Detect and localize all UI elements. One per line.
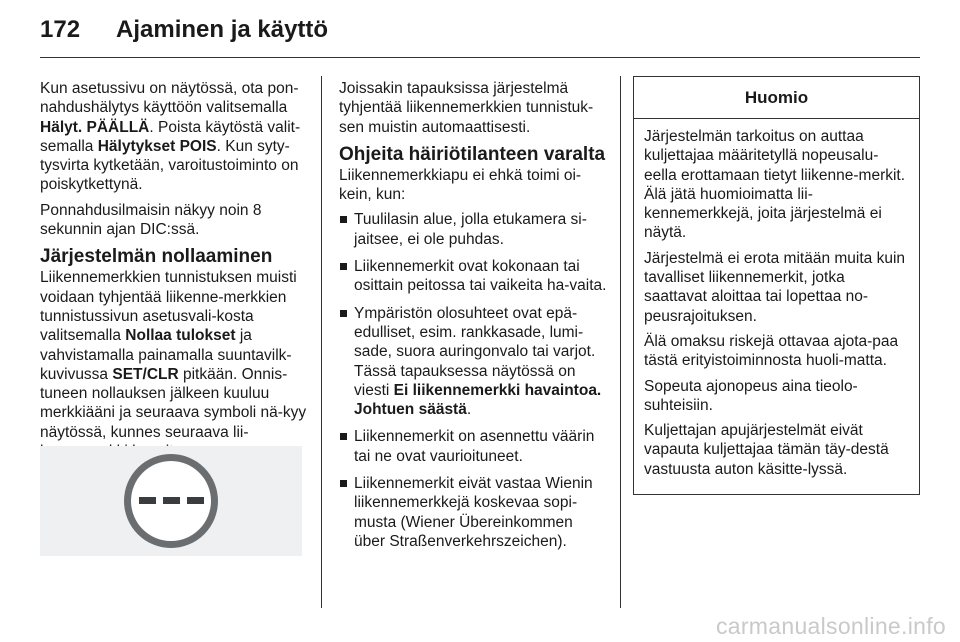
caution-box	[633, 76, 920, 495]
caution-body	[634, 119, 919, 479]
set-clr-button-label: SET/CLR	[112, 365, 179, 383]
caution-paragraph: Älä omaksu riskejä ottavaa ajota-paa tästä erityistoiminnosta huoli-matta.	[644, 332, 899, 370]
list-item	[339, 304, 607, 420]
no-traffic-sign-detected-icon	[40, 446, 302, 556]
list-item: Liikennemerkit ovat kokonaan tai osittain peitossa tai vaikeita ha-vaita.	[339, 257, 607, 296]
menu-option-alerts-off: Hälytykset POIS	[97, 137, 217, 155]
column-middle	[339, 79, 607, 559]
fault-intro-paragraph: Liikennemerkkiapu ei ehkä toimi oi-kein, kun:	[339, 166, 582, 204]
text-run: .	[466, 401, 472, 419]
text-run: Liikennemerkkien tunnistuksen muisti voidaan tyhjentää liikenne-merkkien tunnistussivun asetusvali-kosta valitsemalla	[40, 269, 297, 345]
section-heading-reset: Järjestelmän nollaaminen	[40, 246, 273, 268]
chapter-title: Ajaminen ja käyttö	[116, 16, 329, 43]
caution-paragraph: Järjestelmä ei erota mitään muita kuin tavalliset liikennemerkit, jotka saattavat aloittaa tai lopettaa no-peusrajoituksen.	[644, 249, 906, 325]
watermark: carmanualsonline.info	[715, 613, 946, 639]
header-rule	[40, 57, 920, 58]
text-run: Ympäristön olosuhteet ovat epä-edulliset, esim. rankkasade, lumi-sade, suora auringonvalo tai varjot. Tässä tapauksessa näytössä on viesti	[354, 304, 596, 399]
list-item: Tuulilasin alue, jolla etukamera si-jaitsee, ei ole puhdas.	[339, 210, 607, 249]
text-run: . Kun syty-tysvirta kytketään, varoitustoiminto on poiskytkettynä.	[40, 137, 299, 194]
section-heading-troubleshooting: Ohjeita häiriötilanteen varalta	[339, 143, 606, 165]
menu-option-reset-results: Nollaa tulokset	[125, 327, 236, 345]
popup-duration-paragraph: Ponnahdusilmaisin näkyy noin 8 sekunnin ajan DIC:ssä.	[40, 201, 262, 239]
column-divider	[321, 76, 322, 608]
page-number: 172	[40, 16, 81, 43]
page-header	[40, 16, 920, 56]
text-run: . Poista käytöstä valit-semalla	[40, 118, 301, 155]
column-divider	[620, 76, 621, 608]
caution-paragraph: Sopeuta ajonopeus aina tieolo-suhteisiin.	[644, 377, 858, 414]
text-run: ja vahvistamalla painamalla suuntavilk-kuvivussa	[40, 327, 292, 383]
text-run: Kun asetussivu on näytössä, ota pon-nahdushälytys käyttöön valitsemalla	[40, 80, 299, 117]
list-item: Liikennemerkit on asennettu väärin tai ne ovat vaurioituneet.	[339, 427, 607, 466]
fault-conditions-list	[339, 210, 607, 551]
column-left	[40, 79, 308, 467]
menu-option-alerts-on: Hälyt. PÄÄLLÄ	[40, 118, 150, 136]
alert-settings-paragraph	[40, 79, 308, 195]
illustration-panel	[40, 446, 302, 556]
caution-title: Huomio	[634, 77, 919, 119]
list-item: Liikennemerkit eivät vastaa Wienin liikennemerkkejä koskevaa sopi-musta (Wiener Übereinkommen über Straßenverkehrszeichen).	[339, 474, 607, 551]
auto-clear-paragraph: Joissakin tapauksissa järjestelmä tyhjentää liikennemerkkien tunnistuk-sen muistin automaattisesti.	[339, 80, 594, 136]
caution-paragraph: Kuljettajan apujärjestelmät eivät vapauta kuljettajaa tämän täy-destä vastuusta auton käsitte-lyssä.	[644, 422, 889, 478]
caution-paragraph: Järjestelmän tarkoitus on auttaa kuljettajaa määritetyllä nopeusalu-eella erottamaan tietyt liikenne-merkit. Älä jätä huomioimatta lii-kennemerkkejä, joita järjestelmä ei näytä.	[644, 128, 906, 242]
reset-paragraph	[40, 268, 308, 461]
text-run: pitkään. Onnis-tuneen nollauksen jälkeen kuuluu merkkiääni ja seuraava symboli nä-kyy näytössä, kunnes seuraava lii-	[40, 365, 307, 441]
display-message: Ei liikennemerkki havaintoa. Johtuen säästä	[354, 381, 602, 419]
